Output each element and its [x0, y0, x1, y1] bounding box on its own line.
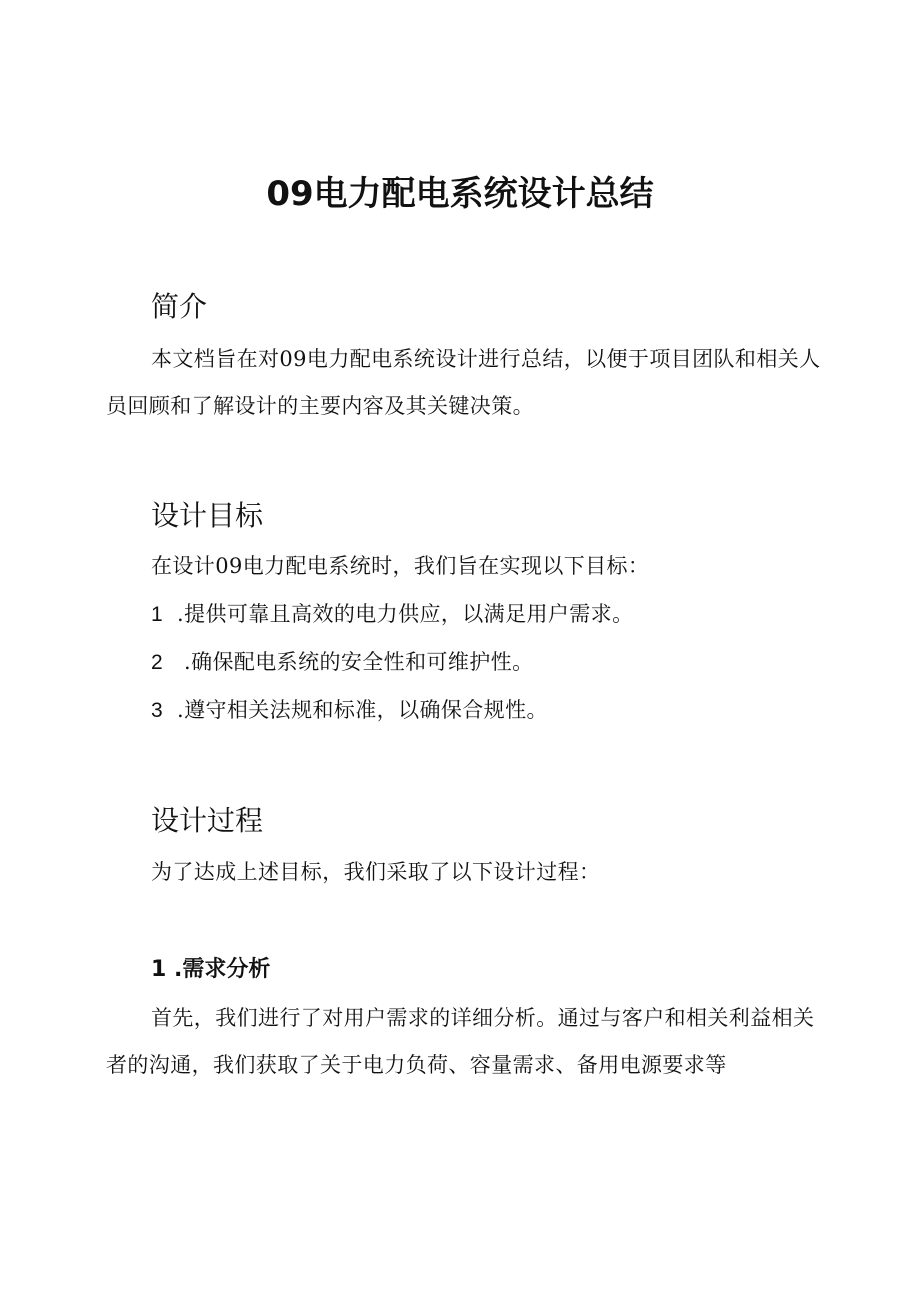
requirements-analysis-paragraph: 首先，我们进行了对用户需求的详细分析。通过与客户和相关利益相关者的沟通，我们获取了关于电力负荷、容量需求、备用电源要求等 [106, 1006, 815, 1077]
subsection-heading-requirements-analysis: 1 .需求分析 [151, 957, 271, 982]
goal-number: 1 [151, 603, 164, 626]
goal-text: .遵守相关法规和标准，以确保合规性。 [177, 698, 548, 722]
section-heading-intro: 简介 [151, 290, 208, 323]
design-goals-intro: 在设计09电力配电系统时，我们旨在实现以下目标： [151, 554, 650, 578]
intro-paragraph: 本文档旨在对09电力配电系统设计进行总结，以便于项目团队和相关人员回顾和了解设计的主要内容及其关键决策。 [106, 347, 821, 418]
goal-number: 2 [151, 651, 164, 674]
goal-list-item [151, 597, 633, 632]
section-heading-design-goals: 设计目标 [151, 499, 264, 532]
section-heading-design-process: 设计过程 [151, 804, 264, 837]
goal-list-item [151, 645, 533, 680]
goal-number: 3 [151, 699, 164, 722]
goal-list-item [151, 693, 548, 728]
design-process-intro: 为了达成上述目标，我们采取了以下设计过程： [151, 860, 601, 884]
goal-text: .确保配电系统的安全性和可维护性。 [184, 650, 534, 674]
goal-text: .提供可靠且高效的电力供应，以满足用户需求。 [177, 602, 634, 626]
document-title: 09电力配电系统设计总结 [266, 174, 654, 214]
